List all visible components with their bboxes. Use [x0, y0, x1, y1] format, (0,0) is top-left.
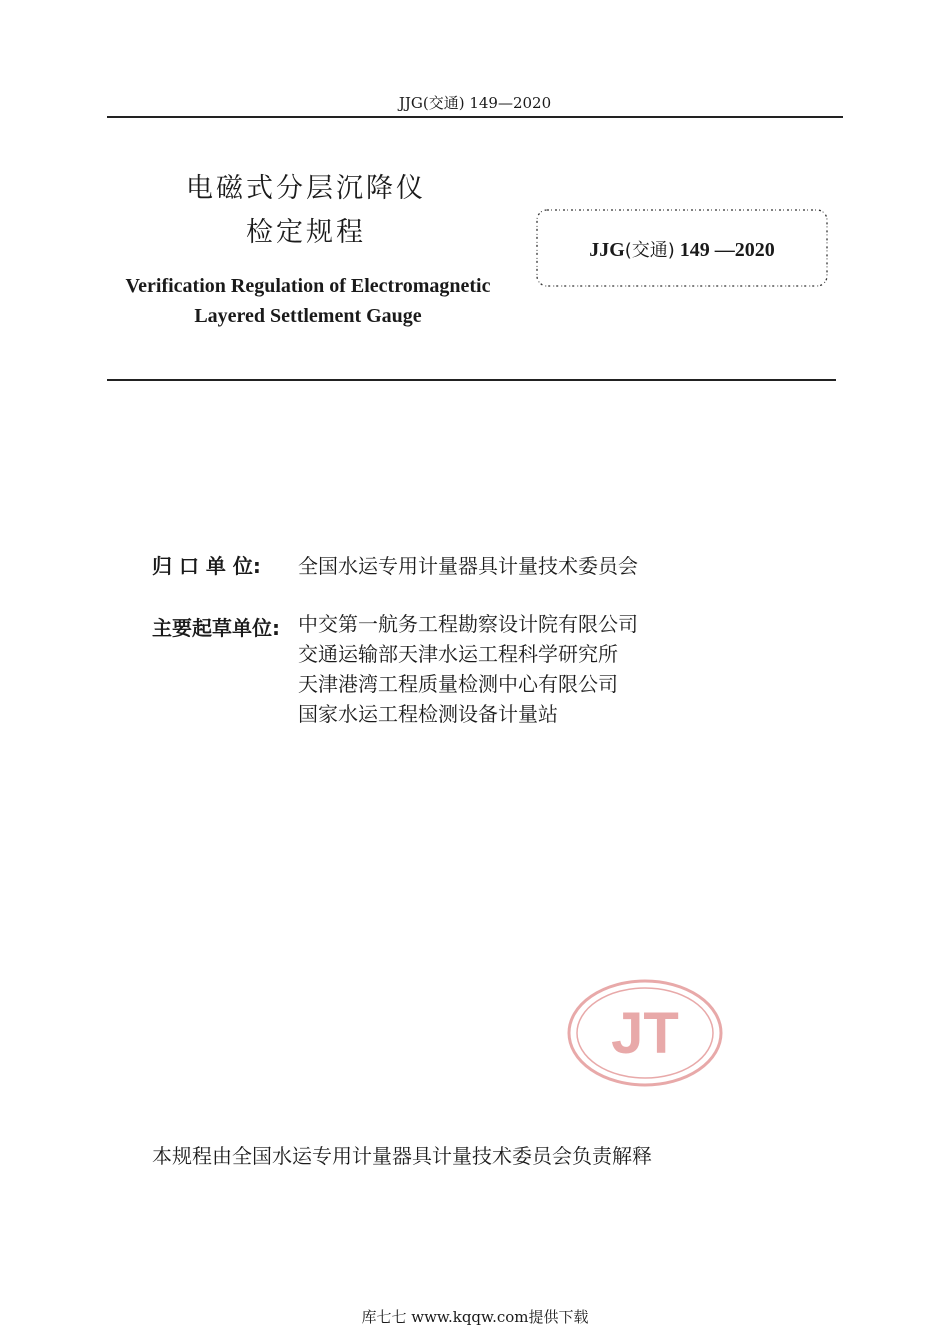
drafters-list	[298, 609, 638, 729]
standard-code-box	[532, 206, 832, 290]
drafter-org: 国家水运工程检测设备计量站	[298, 702, 558, 726]
title-bottom-rule	[107, 379, 836, 381]
title-cn-line2: 检定规程	[246, 217, 366, 248]
responsible-label: 归 口 单 位:	[152, 554, 261, 578]
drafters-label: 主要起草单位:	[152, 616, 280, 640]
code-agency: (交通)	[624, 240, 675, 261]
header-standard-code: JJG(交通) 149—2020	[398, 94, 552, 112]
interpretation-note: 本规程由全国水运专用计量器具计量技术委员会负责解释	[152, 1144, 652, 1168]
drafter-org: 天津港湾工程质量检测中心有限公司	[298, 672, 618, 696]
title-en-line1: Verification Regulation of Electromagnetic	[125, 275, 491, 297]
top-rule	[107, 116, 843, 118]
download-watermark: 库七七 www.kqqw.com提供下载	[361, 1308, 589, 1326]
code-number: 149 —2020	[679, 239, 775, 261]
responsible-value: 全国水运专用计量器具计量技术委员会	[298, 554, 638, 578]
title-en-line2: Layered Settlement Gauge	[194, 305, 422, 327]
logo-text: JT	[611, 1001, 679, 1066]
jt-logo	[566, 978, 724, 1092]
drafter-org: 交通运输部天津水运工程科学研究所	[298, 642, 618, 666]
title-cn-line1: 电磁式分层沉降仪	[186, 173, 426, 204]
drafter-org: 中交第一航务工程勘察设计院有限公司	[298, 612, 638, 636]
code-prefix: JJG	[589, 239, 625, 261]
standard-code-text	[532, 236, 832, 262]
